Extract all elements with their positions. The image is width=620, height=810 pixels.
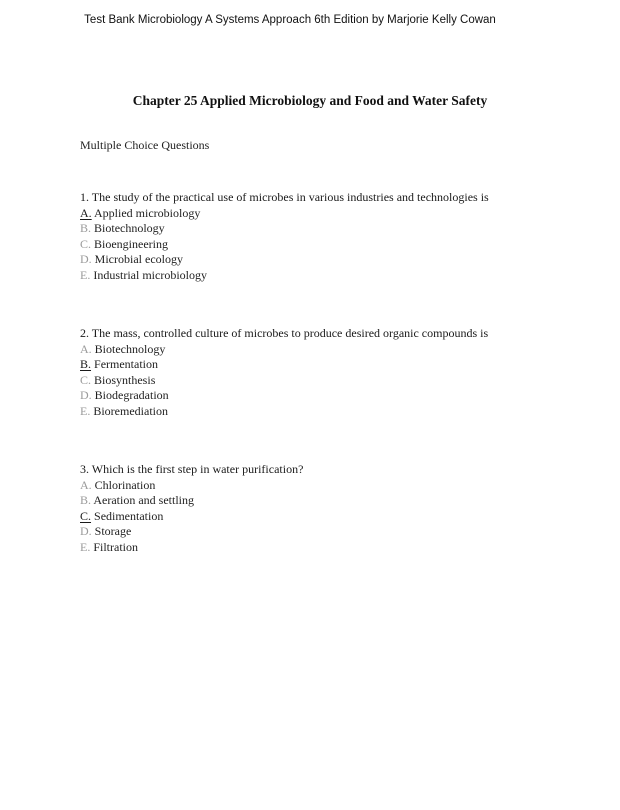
option-letter: D. [80,524,92,538]
option-row [80,373,560,389]
question-number: 2. [80,326,89,340]
option-row [80,524,560,540]
option-row [80,478,560,494]
option-label: Bioremediation [93,403,168,418]
option-label: Sedimentation [94,508,164,523]
option-label: Biotechnology [94,341,166,356]
option-letter: B. [80,221,92,235]
option-letter: D. [80,252,92,266]
option-letter: C. [80,236,92,251]
document-header: Test Bank Microbiology A Systems Approach 6th Edition by Marjorie Kelly Cowan [84,14,496,26]
question-text [80,326,560,342]
option-label: Microbial ecology [94,252,183,266]
option-row [80,493,560,509]
option-row [80,388,560,404]
question-number: 3. [80,462,89,476]
option-label: Filtration [93,539,139,554]
option-letter: E. [80,539,91,554]
option-letter: C. [80,508,92,523]
option-row [80,221,560,237]
option-letter: A. [80,205,92,220]
option-letter: E. [80,403,91,418]
chapter-title: Chapter 25 Applied Microbiology and Food and Water Safety [132,93,488,108]
option-row [80,342,560,358]
option-letter: B. [80,493,92,507]
option-label: Bioengineering [94,236,168,251]
option-label: Chlorination [94,477,156,492]
option-label: Biodegradation [94,388,169,402]
option-label: Biotechnology [94,221,165,235]
question-1 [80,190,560,283]
option-label: Aeration and settling [93,493,194,507]
option-row [80,252,560,268]
option-letter: C. [80,372,92,387]
question-text [80,462,560,478]
question-stem: The study of the practical use of microbes in various industries and technologies is [91,190,489,204]
section-label: Multiple Choice Questions [80,138,210,152]
option-label: Fermentation [94,357,158,371]
option-letter: A. [80,341,92,356]
option-label: Biosynthesis [94,372,156,387]
option-label: Industrial microbiology [93,267,207,282]
question-list [80,190,560,555]
question-text [80,190,560,206]
option-row [80,509,560,525]
question-stem: Which is the first step in water purification? [91,462,304,476]
option-label: Storage [94,524,132,538]
option-letter: B. [80,357,92,371]
question-3 [80,462,560,555]
option-row [80,237,560,253]
question-number: 1. [80,190,89,204]
question-2 [80,326,560,419]
option-letter: D. [80,388,92,402]
option-row [80,206,560,222]
option-row [80,540,560,556]
option-label: Applied microbiology [94,205,201,220]
option-row [80,268,560,284]
option-letter: E. [80,267,91,282]
question-stem: The mass, controlled culture of microbes to produce desired organic compounds is [91,326,489,340]
option-row [80,357,560,373]
option-letter: A. [80,477,92,492]
option-row [80,404,560,420]
